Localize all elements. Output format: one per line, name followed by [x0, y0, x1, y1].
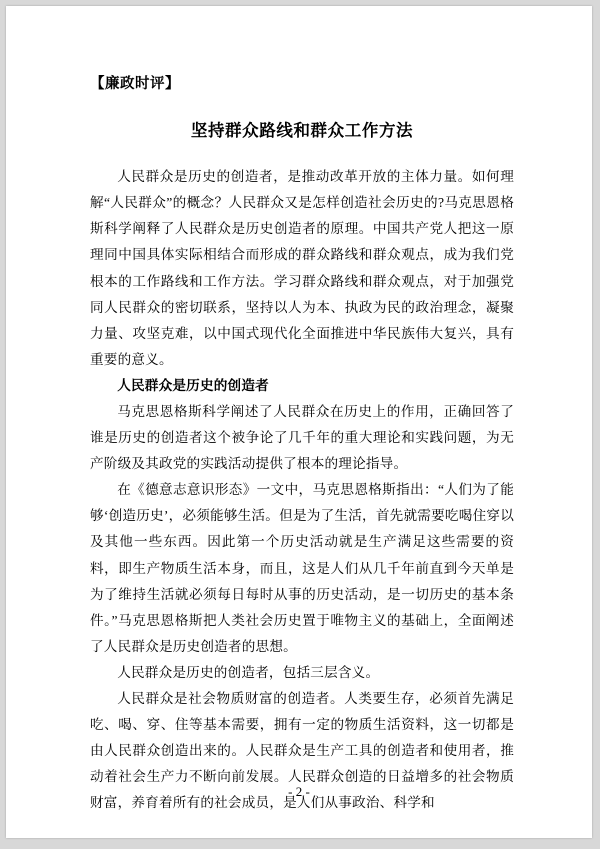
paragraph: 人民群众是历史的创造者，包括三层含义。 — [117, 664, 380, 680]
paragraph: 马克思恩格斯科学阐述了人民群众在历史上的作用，正确回答了谁是历史的创造者这个被争论了几千年的重大理论和实践问题，为无产阶级及其政党的实践活动提供了根本的理论指导。 — [90, 403, 514, 472]
page-number: - 2 - — [288, 784, 310, 799]
page-content — [90, 74, 514, 816]
section-heading: 人民群众是历史的创造者 — [117, 377, 269, 393]
column-tag: 【廉政时评】 — [90, 76, 180, 92]
page-title: 坚持群众路线和群众工作方法 — [190, 120, 414, 140]
paragraph: 人民群众是历史的创造者，是推动改革开放的主体力量。如何理解“人民群众”的概念？人民群众又是怎样创造社会历史的?马克思恩格斯科学阐释了人民群众是历史创造者的原理。中国共产党人把这一原理同中国具体实际相结合而形成的群众路线和群众观点，成为我们党根本的工作路线和工作方法。学习群众路线和群众观点，对于加强党同人民群众的密切联系，坚持以人为本、执政为民的政治理念，凝聚力量、攻坚克难，以中国式现代化全面推进中华民族伟大复兴，具有重要的意义。 — [90, 169, 514, 367]
document-page — [6, 6, 592, 838]
paragraph: 人民群众是社会物质财富的创造者。人类要生存，必须首先满足吃、喝、穿、住等基本需要，拥有一定的物质生活资料，这一切都是由人民群众创造出来的。人民群众是生产工具的创造者和使用者，推动着社会生产力不断向前发展。人民群众创造的日益增多的社会物质财富，养育着所有的社会成员，是人们从事政治、科学和 — [90, 691, 514, 811]
paragraph: 在《德意志意识形态》一文中，马克思恩格斯指出：“人们为了能够‘创造历史’，必须能够生活。但是为了生活，首先就需要吃喝住穿以及其他一些东西。因此第一个历史活动就是生产满足这些需要的资料，即生产物质生活本身，而且，这是人们从几千年前直到今天单是为了维持生活就必须每日每时从事的历史活动，是一切历史的基本条件。”马克思恩格斯把人类社会历史置于唯物主义的基础上，全面阐述了人民群众是历史创造者的思想。 — [90, 482, 514, 654]
